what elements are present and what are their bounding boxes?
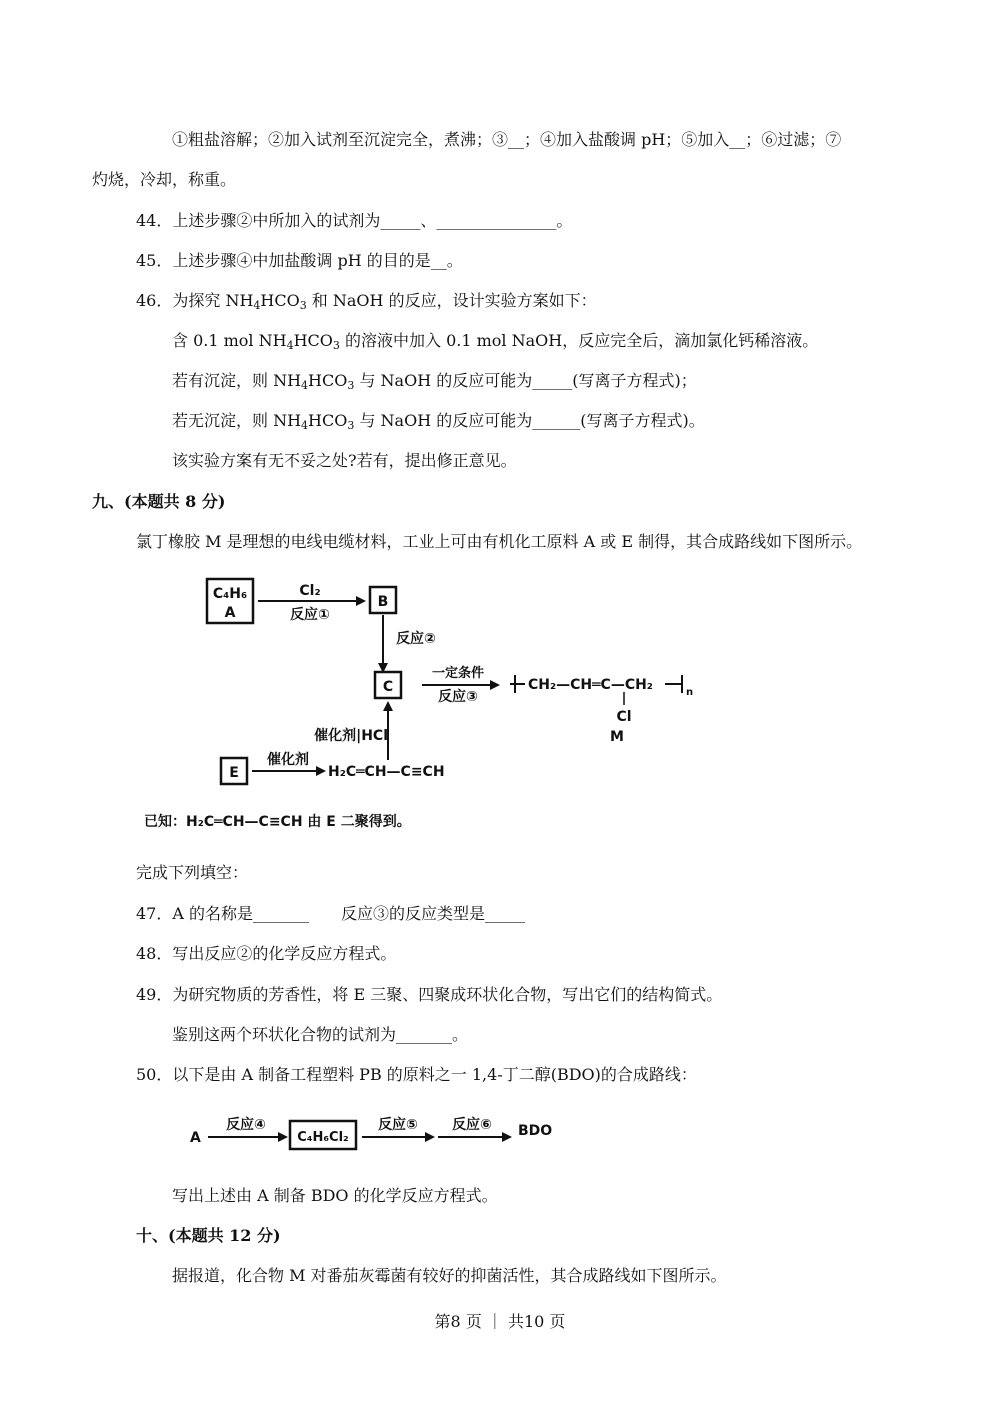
arrow-e-v-head [316, 766, 326, 776]
arrow-mid-bdo-head [502, 1132, 512, 1142]
reaction-2-label: 反应② [396, 631, 436, 647]
bdo-label: BDO [518, 1123, 553, 1139]
question-49b: 鉴别这两个环状化合物的试剂为_______。 [172, 1025, 469, 1044]
question-50: 50．以下是由 A 制备工程塑料 PB 的原料之一 1,4-丁二醇(BDO)的合成路线： [136, 1065, 697, 1084]
question-48: 48．写出反应②的化学反应方程式。 [136, 944, 397, 963]
polymer-cl: Cl [616, 709, 632, 725]
arrow-v-c-head [383, 701, 393, 711]
question-44: 44．上述步骤②中所加入的试剂为_____、_______________。 [136, 211, 573, 230]
reaction-1-label: 反应① [290, 607, 330, 623]
box-a-formula: C₄H₆ [212, 586, 248, 602]
question-46-line2: 若有沉淀，则 $NH_4HCO_3$ 与 NaOH 的反应可能为_____(写离子方程式)； [172, 371, 697, 392]
reaction-5-label: 反应⑤ [378, 1117, 418, 1133]
label-m: M [610, 729, 624, 745]
polymer-n: n [686, 687, 694, 698]
reaction-4-label: 反应④ [226, 1117, 266, 1133]
catalyst-hcl-label: 催化剂|HCl [314, 728, 388, 744]
question-49: 49．为研究物质的芳香性，将 E 三聚、四聚成环状化合物，写出它们的结构简式。 [136, 985, 723, 1004]
polymer-chain: CH₂—CH═C—CH₂ [528, 677, 653, 693]
box-a-label: A [224, 605, 236, 621]
section-10-title: 十、(本题共 12 分) [136, 1226, 281, 1245]
condition-label: 一定条件 [431, 666, 485, 681]
section-10-intro: 据报道，化合物 M 对番茄灰霉菌有较好的抑菌活性，其合成路线如下图所示。 [172, 1266, 727, 1285]
reagent-cl2: Cl₂ [299, 583, 321, 599]
fill-prompt: 完成下列填空： [136, 863, 249, 882]
question-50b: 写出上述由 A 制备 BDO 的化学反应方程式。 [172, 1186, 498, 1205]
intermediate-formula: C₄H₆Cl₂ [297, 1130, 349, 1145]
reaction-3-label: 反应③ [438, 689, 478, 705]
arrow-a-b-head [356, 596, 366, 606]
section-9-intro: 氯丁橡胶 M 是理想的电线电缆材料，工业上可由有机化工原料 A 或 E 制得，其合成路线如下图所示。 [136, 532, 863, 551]
arrow-c-m-head [490, 680, 500, 690]
q43-steps-line1: ①粗盐溶解；②加入试剂至沉淀完全，煮沸；③__；④加入盐酸调 pH；⑤加入__；⑥过滤；⑦ [172, 130, 842, 149]
synthesis-route-diagram [130, 565, 730, 845]
reaction-6-label: 反应⑥ [452, 1117, 492, 1133]
question-46-intro: 46．为探究 $NH_4HCO_3$ 和 NaOH 的反应，设计实验方案如下： [136, 291, 597, 312]
box-e-label: E [229, 765, 239, 781]
known-note: 已知：H₂C═CH—C≡CH 由 E 二聚得到。 [144, 814, 411, 830]
box-c-label: C [382, 679, 394, 695]
question-45: 45．上述步骤④中加盐酸调 pH 的目的是__。 [136, 251, 463, 270]
route-a: A [190, 1130, 201, 1146]
section-9-title: 九、(本题共 8 分) [92, 492, 226, 511]
arrow-box-mid-head [425, 1132, 435, 1142]
bdo-route-diagram [180, 1105, 580, 1155]
question-46-line4: 该实验方案有无不妥之处?若有，提出修正意见。 [172, 451, 517, 470]
page-footer: 第8 页 ｜ 共10 页 [434, 1312, 566, 1331]
question-47: 47．A 的名称是_______ 反应③的反应类型是_____ [136, 904, 526, 923]
box-b-label: B [377, 594, 389, 610]
question-46-line3: 若无沉淀，则 $NH_4HCO_3$ 与 NaOH 的反应可能为______(写离子方程式)。 [172, 411, 705, 432]
question-46-line1: 含 0.1 mol $NH_4HCO_3$ 的溶液中加入 0.1 mol NaOH，反应完全后，滴加氯化钙稀溶液。 [172, 331, 819, 352]
vinylacetylene: H₂C═CH—C≡CH [328, 764, 445, 780]
q43-steps-line2: 灼烧，冷却，称重。 [92, 170, 237, 189]
arrow-a-box-head [278, 1132, 288, 1142]
catalyst-label: 催化剂 [267, 752, 309, 768]
